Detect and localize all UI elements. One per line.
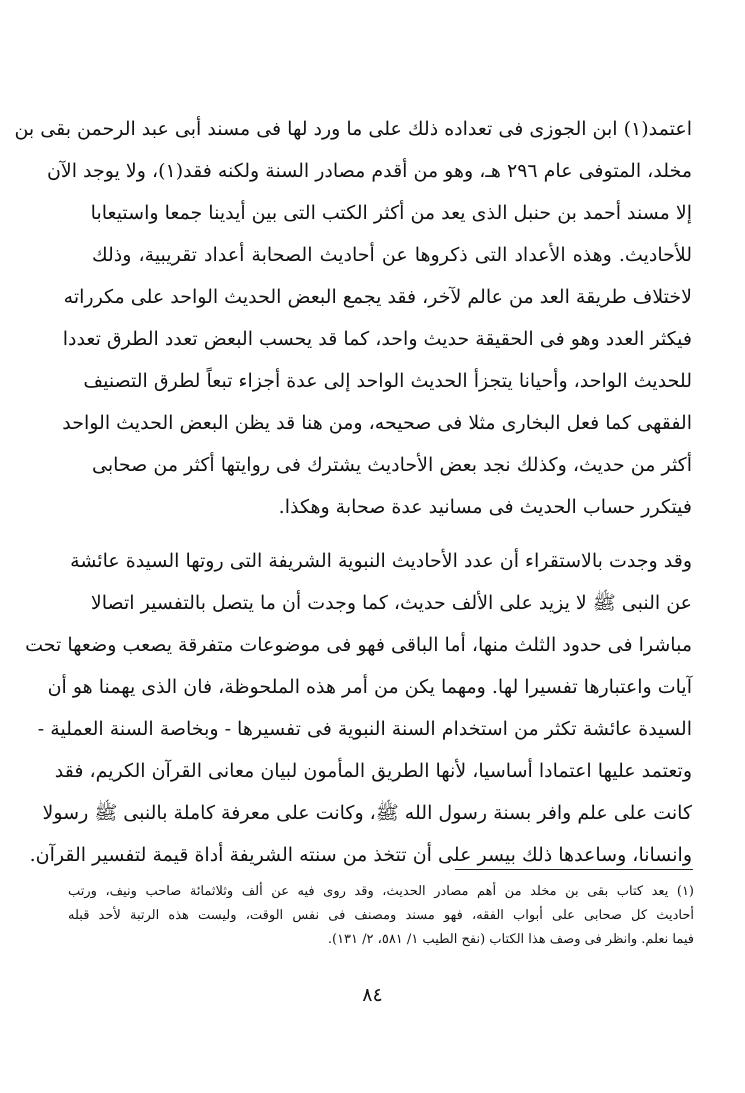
text-line: وانسانا، وساعدها ذلك بيسر على أن تتخذ من سنته الشريفة أداة قيمة لتفسير القرآن. (29, 844, 692, 866)
paragraph-2 (25, 540, 692, 876)
text-line: فيكثر العدد وهو فى الحقيقة حديث واحد، كما قد يحسب البعض تعدد الطرق تعددا (62, 328, 692, 350)
text-line: آيات واعتبارها تفسيرا لها. ومهما يكن من أمر هذه الملحوظة، فان الذى يهمنا هو أن (47, 676, 692, 698)
text-line: مخلد، المتوفى عام ٢٩٦ هـ، وهو من أقدم مصادر السنة ولكنه فقد(١)، ولا يوجد الآن (46, 160, 692, 182)
main-text (14, 108, 692, 876)
text-line: إلا مسند أحمد بن حنبل الذى يعد من أكثر الكتب التى بين أيدينا جمعا واستيعابا (90, 202, 692, 224)
footnote-separator (455, 869, 693, 870)
text-line: السيدة عائشة تكثر من استخدام السنة النبوية فى تفسيرها - وبخاصة السنة العملية - (37, 718, 692, 740)
text-line: للحديث الواحد، وأحيانا يتجزأ الحديث الواحد إلى عدة أجزاء تبعاً لطرق التصنيف (83, 370, 692, 392)
page-number: ٨٤ (362, 984, 383, 1006)
paragraph-gap (92, 528, 692, 540)
text-line: فيتكرر حساب الحديث فى مسانيد عدة صحابة وهكذا. (278, 496, 692, 518)
text-line: عن النبى ﷺ لا يزيد على الألف حديث، كما وجدت أن ما يتصل بالتفسير اتصالا (90, 592, 692, 614)
paragraph-1 (14, 108, 692, 528)
footnote-line: (١) يعد كتاب بقى بن مخلد من أهم مصادر الحديث، وقد روى فيه عن ألف وثلاثمائة صاحب ونيف، ورتب (68, 884, 694, 899)
text-line: اعتمد(١) ابن الجوزى فى تعداده ذلك على ما ورد لها فى مسند أبى عبد الرحمن بقى بن (14, 118, 692, 140)
text-line: مباشرا فى حدود الثلث منها، أما الباقى فهو فى موضوعات متفرقة يصعب وضعها تحت (25, 634, 692, 656)
text-line: أكثر من حديث، وكذلك نجد بعض الأحاديث يشترك فى روايتها أكثر من صحابى (92, 454, 692, 476)
text-line: للأحاديث. وهذه الأعداد التى ذكروها عن أحاديث الصحابة أعداد تقريبية، وذلك (92, 244, 692, 266)
footnote-line: أحاديث كل صحابى على أبواب الفقه، فهو مسند ومصنف فى نفس الوقت، وليست هذه الرتبة لأحد قبله (68, 908, 694, 923)
text-line: وقد وجدت بالاستقراء أن عدد الأحاديث النبوية الشريفة التى روتها السيدة عائشة (70, 550, 692, 572)
text-line: الفقهى كما فعل البخارى مثلا فى صحيحه، ومن هنا قد يظن البعض الحديث الواحد (62, 412, 692, 434)
text-line: كانت على علم وافر بسنة رسول الله ﷺ، وكانت على معرفة كاملة بالنبى ﷺ رسولا (42, 802, 692, 824)
footnote-line: فيما نعلم. وانظر فى وصف هذا الكتاب (نفح الطيب ١/ ٥٨١، ٢/ ١٣١). (327, 932, 694, 947)
text-line: لاختلاف طريقة العد من عالم لآخر، فقد يجمع البعض الحديث الواحد على مكرراته (63, 286, 692, 308)
text-line: وتعتمد عليها اعتمادا أساسيا، لأنها الطريق المأمون لبيان معانى القرآن الكريم، فقد (54, 760, 692, 782)
footnote (68, 880, 694, 952)
